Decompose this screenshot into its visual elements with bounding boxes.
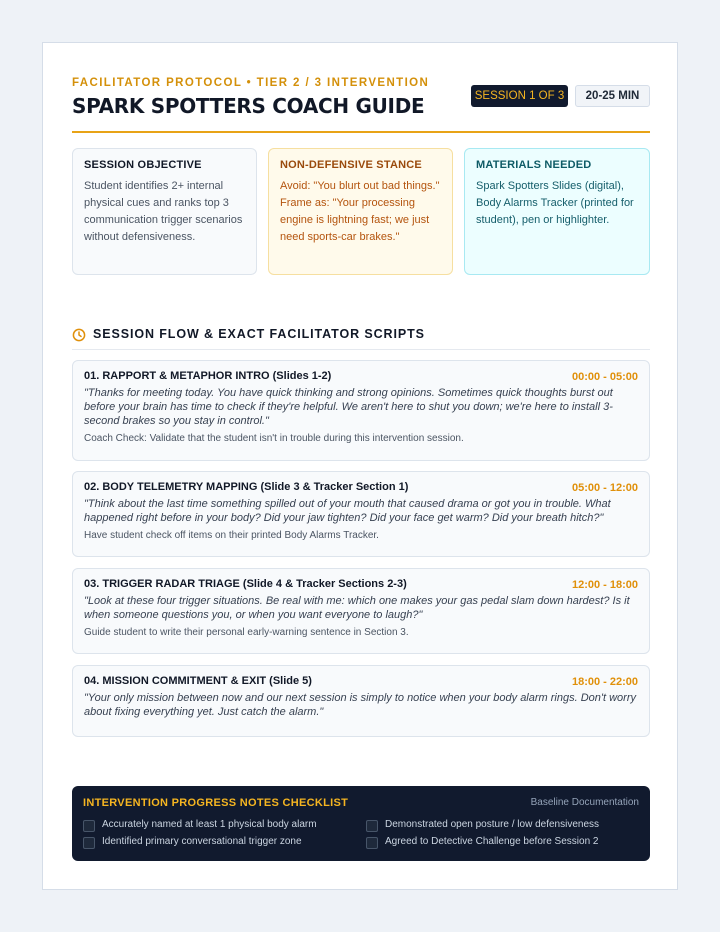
checkbox[interactable]	[366, 837, 378, 849]
checklist-subtitle: Baseline Documentation	[530, 797, 639, 808]
session-badge: SESSION 1 OF 3	[471, 85, 568, 107]
duration-badge: 20-25 MIN	[575, 85, 650, 107]
card-body: Avoid: "You blurt out bad things." Frame as: "Your processing engine is lightning fast; we just need sports-car brakes."	[280, 180, 440, 243]
card-body: Spark Spotters Slides (digital), Body Alarms Tracker (printed for student), pen or highlighter.	[476, 180, 634, 226]
step-time: 12:00 - 18:00	[571, 579, 638, 591]
flow-step-2	[72, 471, 650, 557]
step-note: Have student check off items on their printed Body Alarms Tracker.	[84, 530, 379, 541]
step-title: 04. MISSION COMMITMENT & EXIT (Slide 5)	[84, 675, 312, 687]
checkbox[interactable]	[83, 820, 95, 832]
session-objective-card	[72, 148, 257, 275]
flow-step-4	[72, 665, 650, 737]
checklist-item-label: Identified primary conversational trigger zone	[102, 836, 302, 847]
materials-needed-card	[464, 148, 650, 275]
step-note: Coach Check: Validate that the student isn't in trouble during this intervention session.	[84, 433, 464, 444]
step-script: "Thanks for meeting today. You have quick thinking and strong opinions. Sometimes quick thoughts burst out before your brain has time to check if they're helpful. We aren't here to shut you down; we're here to install 3-second brakes so you stay in control."	[84, 387, 613, 427]
card-body: Student identifies 2+ internal physical cues and ranks top 3 communication trigger scenarios without defensiveness.	[84, 180, 243, 243]
progress-notes-checklist	[72, 786, 650, 861]
card-title: NON-DEFENSIVE STANCE	[280, 159, 422, 171]
step-note: Guide student to write their personal early-warning sentence in Section 3.	[84, 627, 409, 638]
page-title: SPARK SPOTTERS COACH GUIDE	[72, 94, 425, 118]
flow-step-3	[72, 568, 650, 654]
step-script: "Look at these four trigger situations. Be real with me: which one makes your gas pedal slam down hardest? Is it when someone questions you, or when you want everyone to laugh?"	[84, 595, 630, 621]
coach-guide-page	[42, 42, 678, 890]
checkbox[interactable]	[366, 820, 378, 832]
checklist-item-label: Agreed to Detective Challenge before Session 2	[385, 836, 599, 847]
card-title: SESSION OBJECTIVE	[84, 159, 202, 171]
step-title: 03. TRIGGER RADAR TRIAGE (Slide 4 & Tracker Sections 2-3)	[84, 578, 407, 590]
step-time: 18:00 - 22:00	[571, 676, 638, 688]
checkbox[interactable]	[83, 837, 95, 849]
checklist-item-label: Demonstrated open posture / low defensiveness	[385, 819, 600, 830]
card-title: MATERIALS NEEDED	[476, 159, 592, 171]
clock-icon	[72, 328, 86, 342]
checklist-title: INTERVENTION PROGRESS NOTES CHECKLIST	[83, 797, 349, 809]
session-flow-heading	[72, 326, 650, 350]
checklist-item-label: Accurately named at least 1 physical body alarm	[102, 819, 317, 830]
step-time: 00:00 - 05:00	[571, 371, 638, 383]
non-defensive-stance-card	[268, 148, 453, 275]
page-header	[72, 77, 650, 133]
step-title: 02. BODY TELEMETRY MAPPING (Slide 3 & Tracker Section 1)	[84, 481, 409, 493]
header-eyebrow: FACILITATOR PROTOCOL • TIER 2 / 3 INTERVENTION	[72, 77, 430, 89]
step-time: 05:00 - 12:00	[571, 482, 638, 494]
step-script: "Your only mission between now and our next session is simply to notice when your body alarm rings. Don't worry about fixing everything yet. Just catch the alarm."	[84, 692, 636, 718]
flow-step-1	[72, 360, 650, 461]
step-script: "Think about the last time something spilled out of your mouth that caused drama or got you in trouble. What happened right before in your body? Did your jaw tighten? Did your face get warm? Did your breath hitch?"	[84, 498, 611, 524]
step-title: 01. RAPPORT & METAPHOR INTRO (Slides 1-2)	[84, 370, 332, 382]
section-title: SESSION FLOW & EXACT FACILITATOR SCRIPTS	[93, 327, 425, 341]
